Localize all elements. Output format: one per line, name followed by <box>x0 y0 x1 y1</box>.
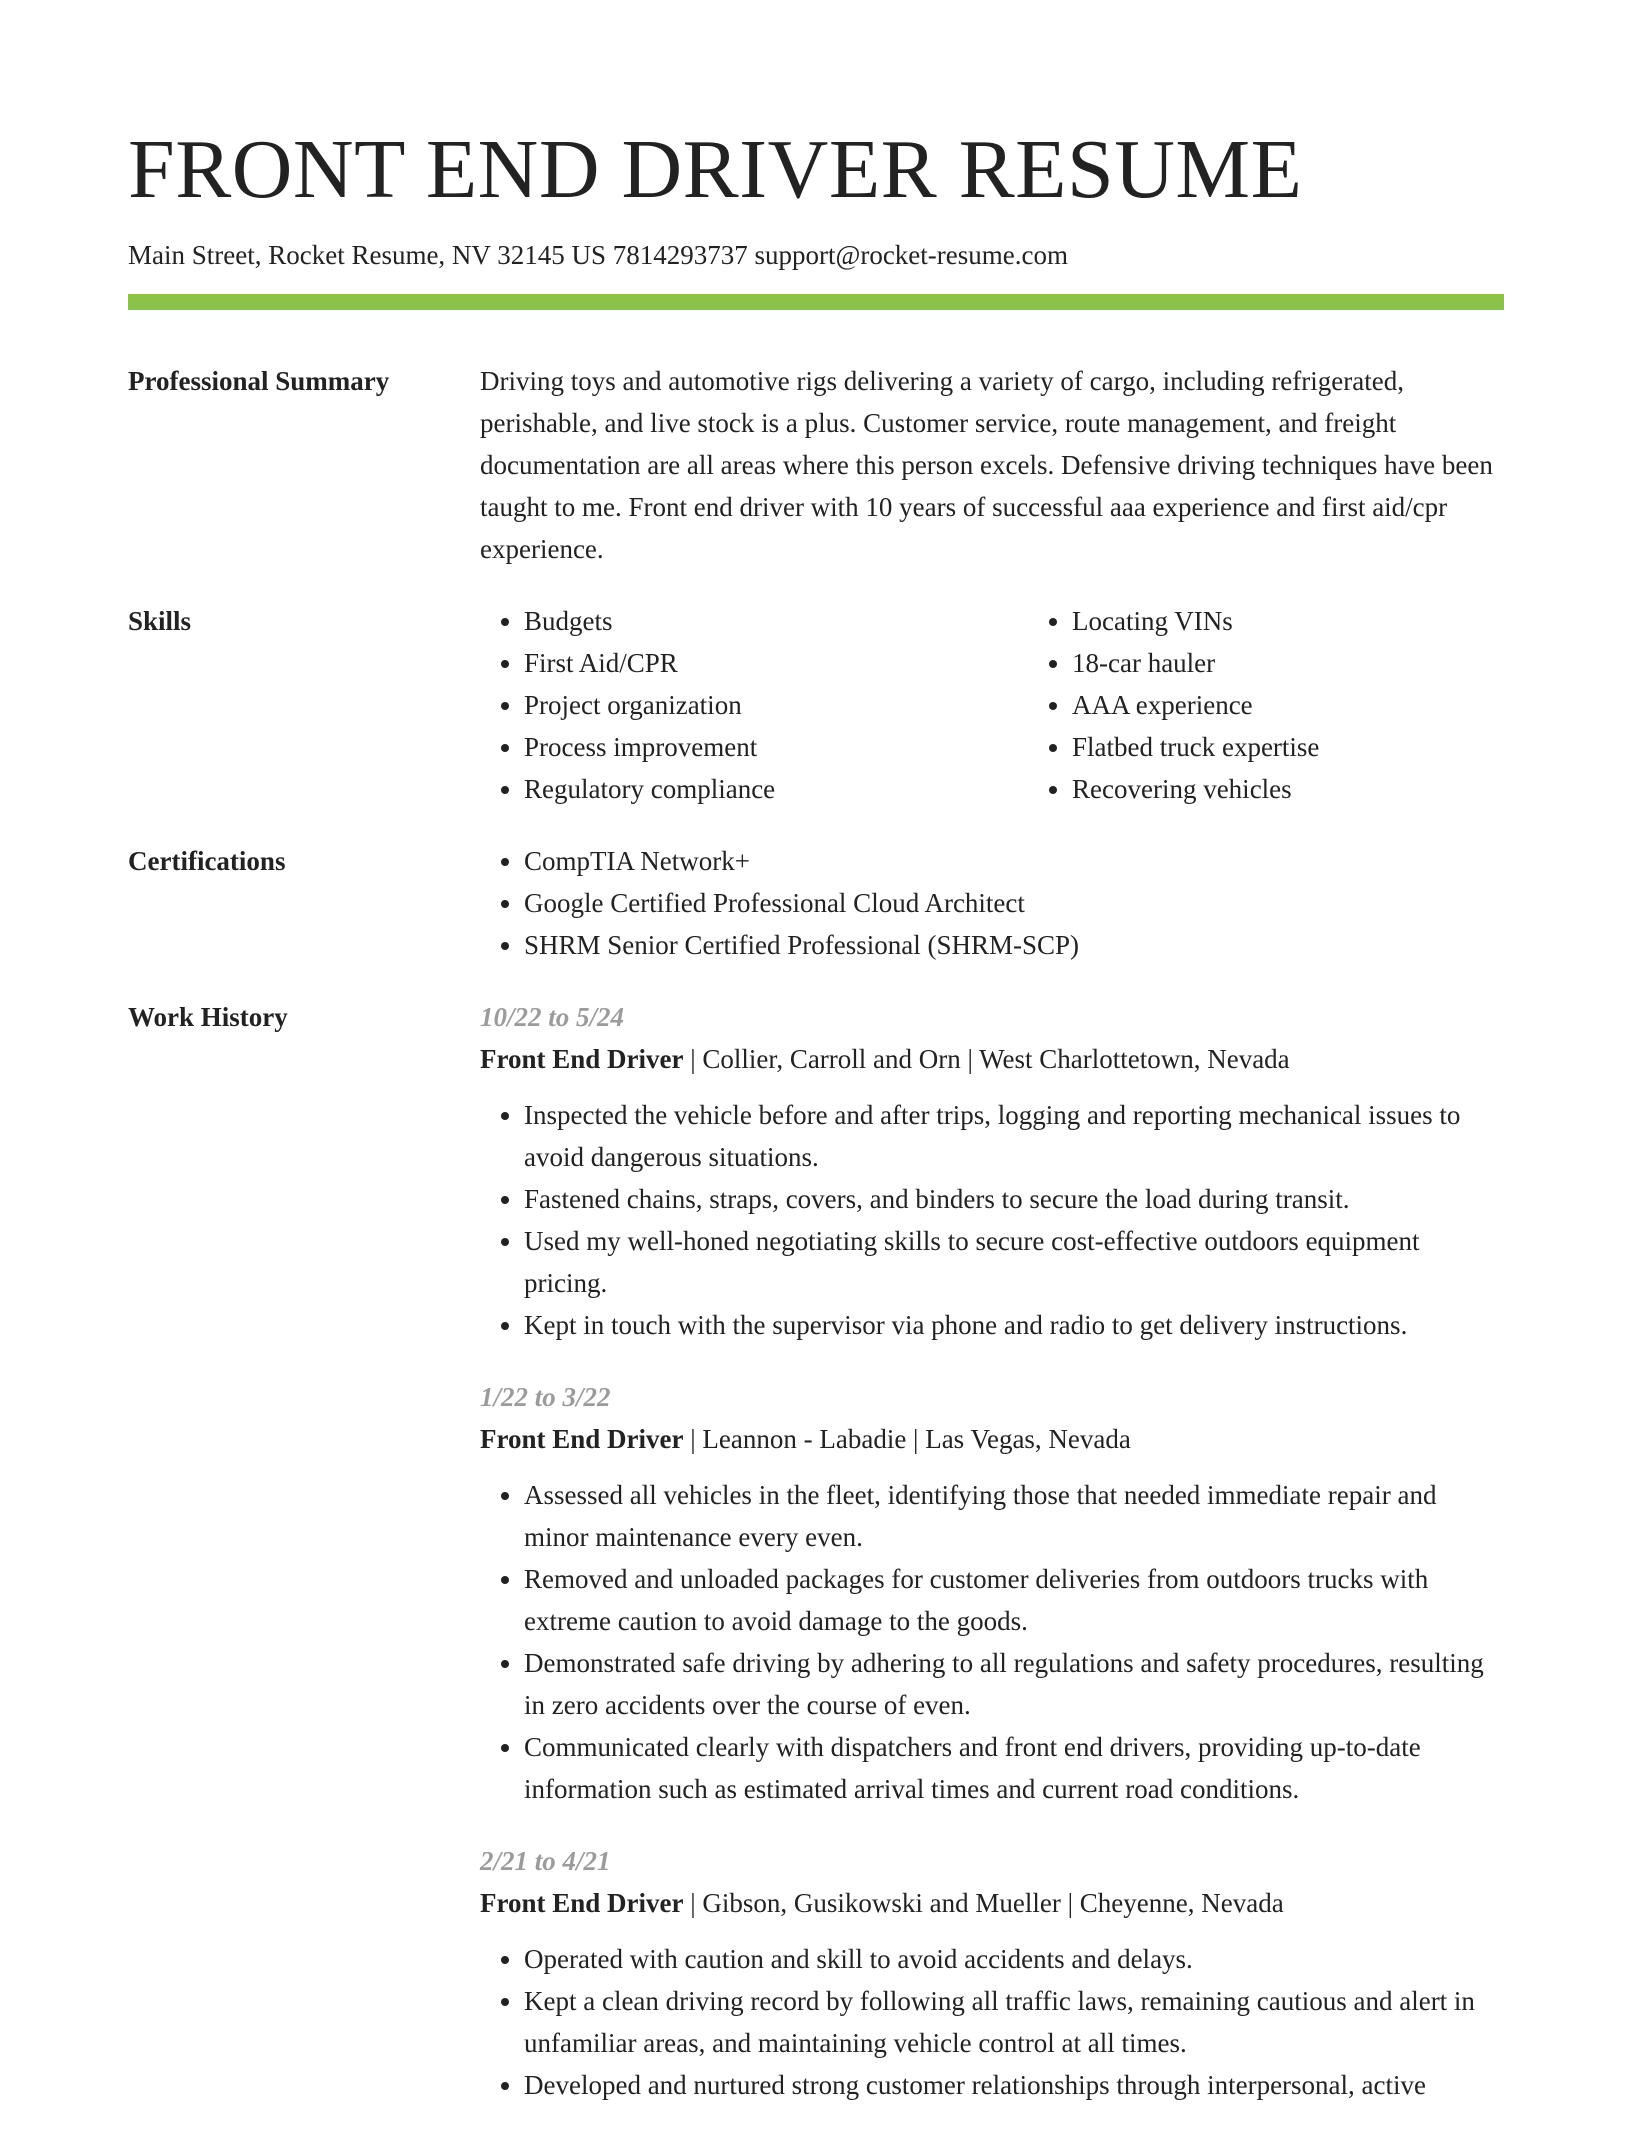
section-label-skills: Skills <box>128 606 192 636</box>
job-entry <box>480 996 1504 1346</box>
skill-item: • Locating VINs <box>1072 600 1576 642</box>
job-bullet: • Operated with caution and skill to avoid accidents and delays. <box>524 1938 1504 1980</box>
job-bullets <box>480 1474 1504 1810</box>
job-bullet: • Inspected the vehicle before and after trips, logging and reporting mechanical issues to avoid dangerous situations. <box>524 1094 1504 1178</box>
job-bullet: • Fastened chains, straps, covers, and binders to secure the load during transit. <box>524 1178 1504 1220</box>
job-role: Front End Driver <box>480 1044 684 1074</box>
skills-body <box>480 600 1576 810</box>
job-bullet: • Removed and unloaded packages for customer deliveries from outdoors trucks with extreme caution to avoid damage to the goods. <box>524 1558 1504 1642</box>
skill-item: • Project organization <box>524 684 1028 726</box>
section-label-certifications: Certifications <box>128 846 286 876</box>
skill-item: • First Aid/CPR <box>524 642 1028 684</box>
job-details: | Collier, Carroll and Orn | West Charlottetown, Nevada <box>683 1044 1290 1074</box>
job-details: | Gibson, Gusikowski and Mueller | Cheyenne, Nevada <box>683 1888 1284 1918</box>
certification-item: • SHRM Senior Certified Professional (SHRM-SCP) <box>524 924 1504 966</box>
skills-section <box>128 600 1504 810</box>
skill-item: • Regulatory compliance <box>524 768 1028 810</box>
work-history-section <box>128 996 1504 2136</box>
job-role: Front End Driver <box>480 1888 684 1918</box>
job-date: 10/22 to 5/24 <box>480 1002 625 1032</box>
certification-item: • Google Certified Professional Cloud Architect <box>524 882 1504 924</box>
summary-body <box>480 360 1504 570</box>
job-bullet: • Developed and nurtured strong customer relationships through interpersonal, active <box>524 2064 1504 2106</box>
job-title-line <box>480 1038 1504 1080</box>
job-details: | Leannon - Labadie | Las Vegas, Nevada <box>683 1424 1131 1454</box>
skill-item: • Budgets <box>524 600 1028 642</box>
section-label-work-history: Work History <box>128 1002 288 1032</box>
work-history-body <box>480 996 1504 2136</box>
job-date: 1/22 to 3/22 <box>480 1382 611 1412</box>
contact-line: Main Street, Rocket Resume, NV 32145 US 7814293737 support@rocket-resume.com <box>128 240 1068 270</box>
job-bullet: • Assessed all vehicles in the fleet, identifying those that needed immediate repair and minor maintenance every even. <box>524 1474 1504 1558</box>
certifications-section <box>128 840 1504 966</box>
job-entry <box>480 1376 1504 1810</box>
summary-text: Driving toys and automotive rigs delivering a variety of cargo, including refrigerated, perishable, and live stock is a plus. Customer service, route management, and freight documentation are all areas where this person excels. Defensive driving techniques have been taught to me. Front end driver with 10 years of successful aaa experience and first aid/cpr experience. <box>480 366 1493 564</box>
skills-list-right <box>1028 600 1576 810</box>
certifications-list <box>480 840 1504 966</box>
job-date: 2/21 to 4/21 <box>480 1846 611 1876</box>
job-role: Front End Driver <box>480 1424 684 1454</box>
section-label-summary: Professional Summary <box>128 366 390 396</box>
resume-title: FRONT END DRIVER RESUME <box>128 123 1303 216</box>
job-title-line <box>480 1882 1504 1924</box>
job-bullet: • Demonstrated safe driving by adhering to all regulations and safety procedures, resulting in zero accidents over the course of even. <box>524 1642 1504 1726</box>
skill-item: • Process improvement <box>524 726 1028 768</box>
job-title-line <box>480 1418 1504 1460</box>
skill-item: • AAA experience <box>1072 684 1576 726</box>
job-bullet: • Kept in touch with the supervisor via phone and radio to get delivery instructions. <box>524 1304 1504 1346</box>
job-entry <box>480 1840 1504 2106</box>
job-bullet: • Communicated clearly with dispatchers and front end drivers, providing up-to-date information such as estimated arrival times and current road conditions. <box>524 1726 1504 1810</box>
job-bullets <box>480 1938 1504 2106</box>
job-bullet: • Used my well-honed negotiating skills to secure cost-effective outdoors equipment pricing. <box>524 1220 1504 1304</box>
certifications-body <box>480 840 1504 966</box>
skill-item: • Flatbed truck expertise <box>1072 726 1576 768</box>
skills-list-left <box>480 600 1028 810</box>
summary-section <box>128 360 1504 570</box>
certification-item: • CompTIA Network+ <box>524 840 1504 882</box>
job-bullets <box>480 1094 1504 1346</box>
skill-item: • Recovering vehicles <box>1072 768 1576 810</box>
resume-page <box>128 0 1504 2136</box>
skill-item: • 18-car hauler <box>1072 642 1576 684</box>
accent-divider <box>128 294 1504 310</box>
job-bullet: • Kept a clean driving record by following all traffic laws, remaining cautious and alert in unfamiliar areas, and maintaining vehicle control at all times. <box>524 1980 1504 2064</box>
